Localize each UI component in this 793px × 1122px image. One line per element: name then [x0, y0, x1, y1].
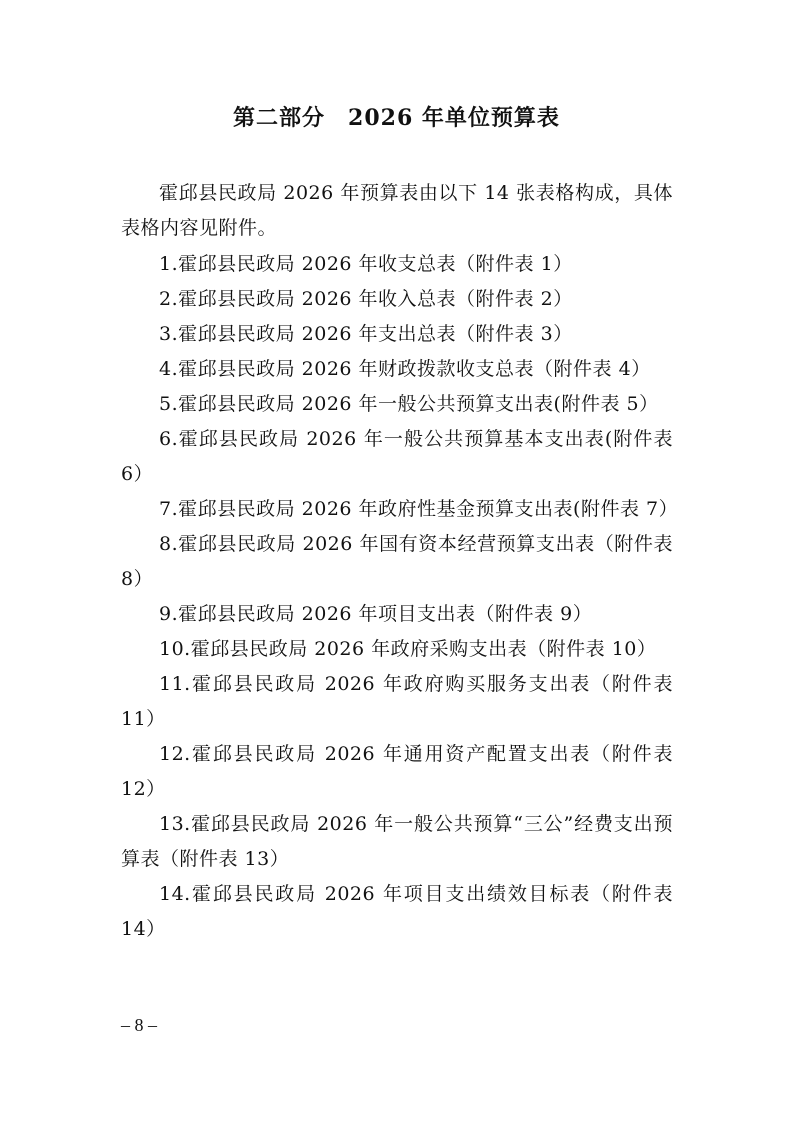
intro-text: 霍邱县民政局 2026 年预算表由以下 14 张表格构成，具体表格内容见附件。 — [121, 182, 673, 239]
list-item: 11.霍邱县民政局 2026 年政府购买服务支出表（附件表 11） — [121, 673, 673, 730]
list-item: 8.霍邱县民政局 2026 年国有资本经营预算支出表（附件表 8） — [121, 533, 673, 590]
intro-paragraph — [121, 176, 673, 246]
list-item: 14.霍邱县民政局 2026 年项目支出绩效目标表（附件表 14） — [121, 883, 673, 940]
list-item: 4.霍邱县民政局 2026 年财政拨款收支总表（附件表 4） — [159, 358, 651, 380]
list-item: 2.霍邱县民政局 2026 年收入总表（附件表 2） — [159, 288, 573, 310]
list-item: 9.霍邱县民政局 2026 年项目支出表（附件表 9） — [159, 603, 593, 625]
list-item: 1.霍邱县民政局 2026 年收支总表（附件表 1） — [159, 253, 573, 275]
list-item: 5.霍邱县民政局 2026 年一般公共预算支出表(附件表 5） — [159, 393, 659, 415]
list-item: 12.霍邱县民政局 2026 年通用资产配置支出表（附件表 12） — [121, 743, 673, 800]
list-item: 13.霍邱县民政局 2026 年一般公共预算“三公”经费支出预算表（附件表 13） — [121, 813, 673, 870]
list-item: 6.霍邱县民政局 2026 年一般公共预算基本支出表(附件表 6） — [121, 428, 673, 485]
list-item: 7.霍邱县民政局 2026 年政府性基金预算支出表(附件表 7） — [159, 498, 679, 520]
list-item: 10.霍邱县民政局 2026 年政府采购支出表（附件表 10） — [159, 638, 657, 660]
page-title: 第二部分 2026 年单位预算表 — [233, 105, 560, 131]
table-list — [121, 247, 679, 947]
list-item: 3.霍邱县民政局 2026 年支出总表（附件表 3） — [159, 323, 573, 345]
page-number: – 8 – — [121, 1015, 157, 1035]
